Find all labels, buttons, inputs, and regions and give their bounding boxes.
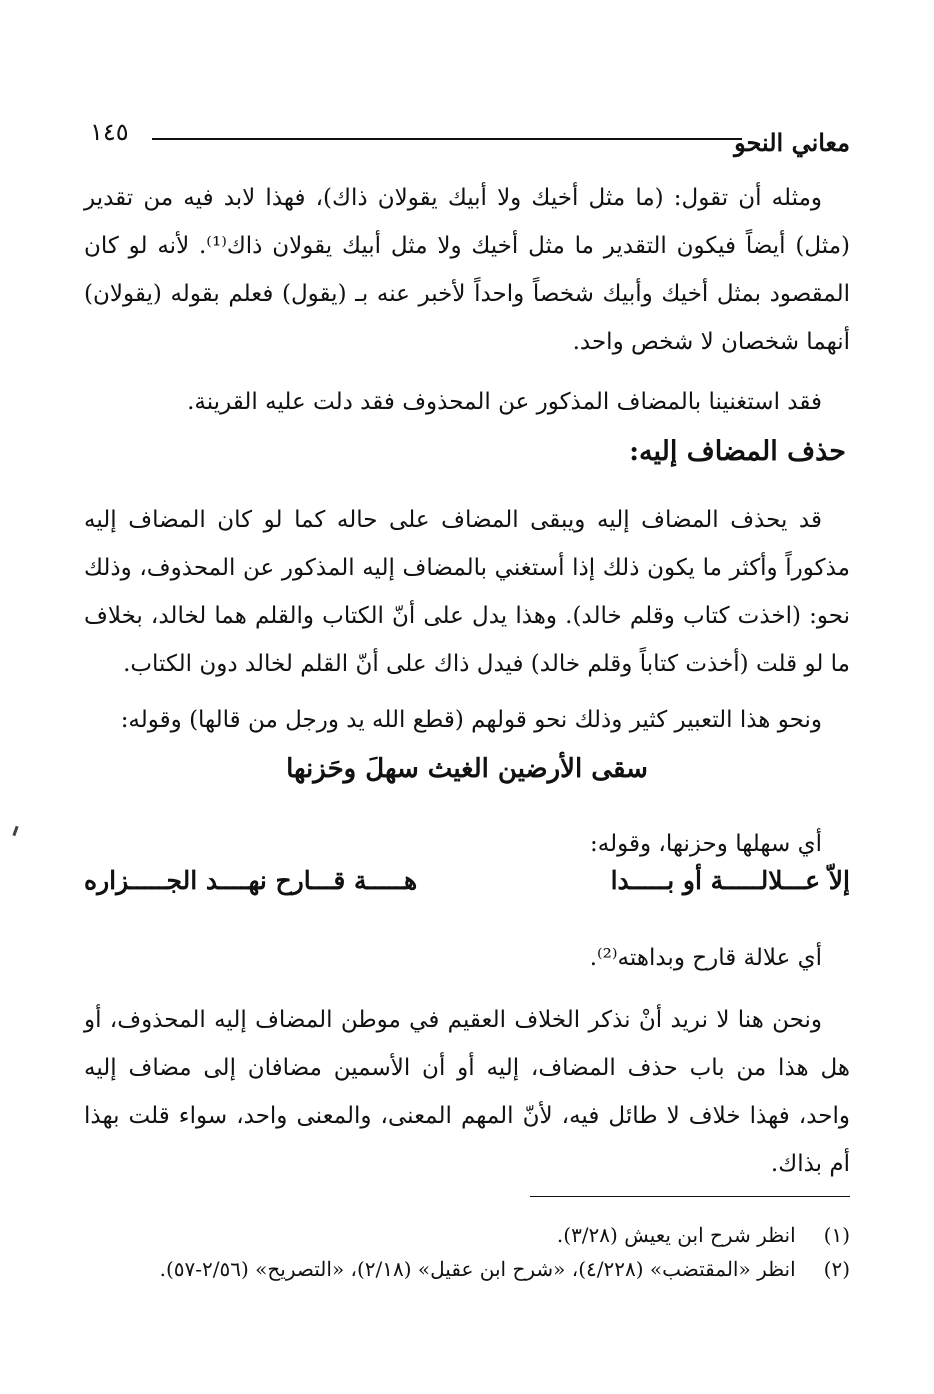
footnote-text: انظر «المقتضب» (٤/٢٢٨)، «شرح ابن عقيل» (٢/١٨)، «التصريح» (٢/٥٦-٥٧). [159, 1257, 796, 1281]
footnotes [84, 1218, 850, 1286]
paragraph-text: أي سهلها وحزنها، وقوله: [590, 831, 822, 857]
header-rule [152, 138, 742, 140]
footnote-text: انظر شرح ابن يعيش (٣/٢٨). [556, 1223, 796, 1247]
paragraph-4 [84, 696, 850, 744]
paragraph-text: فقد استغنينا بالمضاف المذكور عن المحذوف فقد دلت عليه القرينة. [187, 389, 822, 415]
paragraph-1 [84, 174, 850, 366]
footnote-rule [530, 1196, 850, 1197]
page-number: ١٤٥ [90, 118, 129, 146]
running-title: معاني النحو [734, 128, 850, 157]
running-header [90, 118, 850, 162]
footnote-1 [84, 1218, 850, 1252]
paragraph-2 [84, 378, 850, 426]
paragraph-text: ومثله أن تقول: (ما مثل أخيك ولا أبيك يقولان ذاك)، فهذا لابد فيه من تقدير (مثل) أيضاً فيكون التقدير ما مثل أخيك ولا مثل أبيك يقولان ذاك⁽¹⁾. لأنه لو كان المقصود بمثل أخيك وأبيك شخصاً واحداً لأخبر عنه بـ (يقول) فعلم بقوله (يقولان) أنهما شخصان لا شخص واحد. [84, 185, 850, 355]
paragraph-text: ونحن هنا لا نريد أنْ نذكر الخلاف العقيم في موطن المضاف إليه المحذوف، أو هل هذا من باب حذف المضاف، إليه أو أن الأسمين مضافان إلى مضاف إليه واحد، فهذا خلاف لا طائل فيه، لأنّ المهم المعنى، والمعنى واحد، سواء قلت بهذا أم بذاك. [84, 1007, 850, 1177]
paragraph-3 [84, 496, 850, 688]
poetry-verse-1: سقى الأرضين الغيث سهلَ وحَزنها [286, 754, 648, 784]
paragraph-text: ونحو هذا التعبير كثير وذلك نحو قولهم (قطع الله يد ورجل من قالها) وقوله: [120, 707, 822, 733]
verse-first-hemistich: إلاّ عـــلالـــــة أو بـــــدا [610, 866, 850, 895]
paragraph-7 [84, 996, 850, 1188]
poetry-verse-2 [84, 866, 850, 916]
paragraph-6 [84, 934, 850, 982]
paragraph-5 [84, 820, 850, 868]
paragraph-text: قد يحذف المضاف إليه ويبقى المضاف على حاله كما لو كان المضاف إليه مذكوراً وأكثر ما يكون ذلك إذا أستغني بالمضاف إليه المذكور عن المحذوف، وذلك نحو: (اخذت كتاب وقلم خالد). وهذا يدل على أنّ الكتاب والقلم هما لخالد، بخلاف ما لو قلت (أخذت كتاباً وقلم خالد) فيدل ذاك على أنّ القلم لخالد دون الكتاب. [84, 507, 850, 677]
footnote-2 [84, 1252, 850, 1286]
footnote-number: (٢) [823, 1257, 850, 1281]
verse-second-hemistich: هـــــة قـــارح نهــــد الجـــــزاره [84, 866, 418, 895]
section-heading: حذف المضاف إليه: [629, 436, 846, 467]
paragraph-text: أي علالة قارح وبداهته⁽²⁾. [589, 945, 822, 971]
footnote-number: (١) [823, 1223, 850, 1247]
scan-mark [12, 826, 18, 836]
